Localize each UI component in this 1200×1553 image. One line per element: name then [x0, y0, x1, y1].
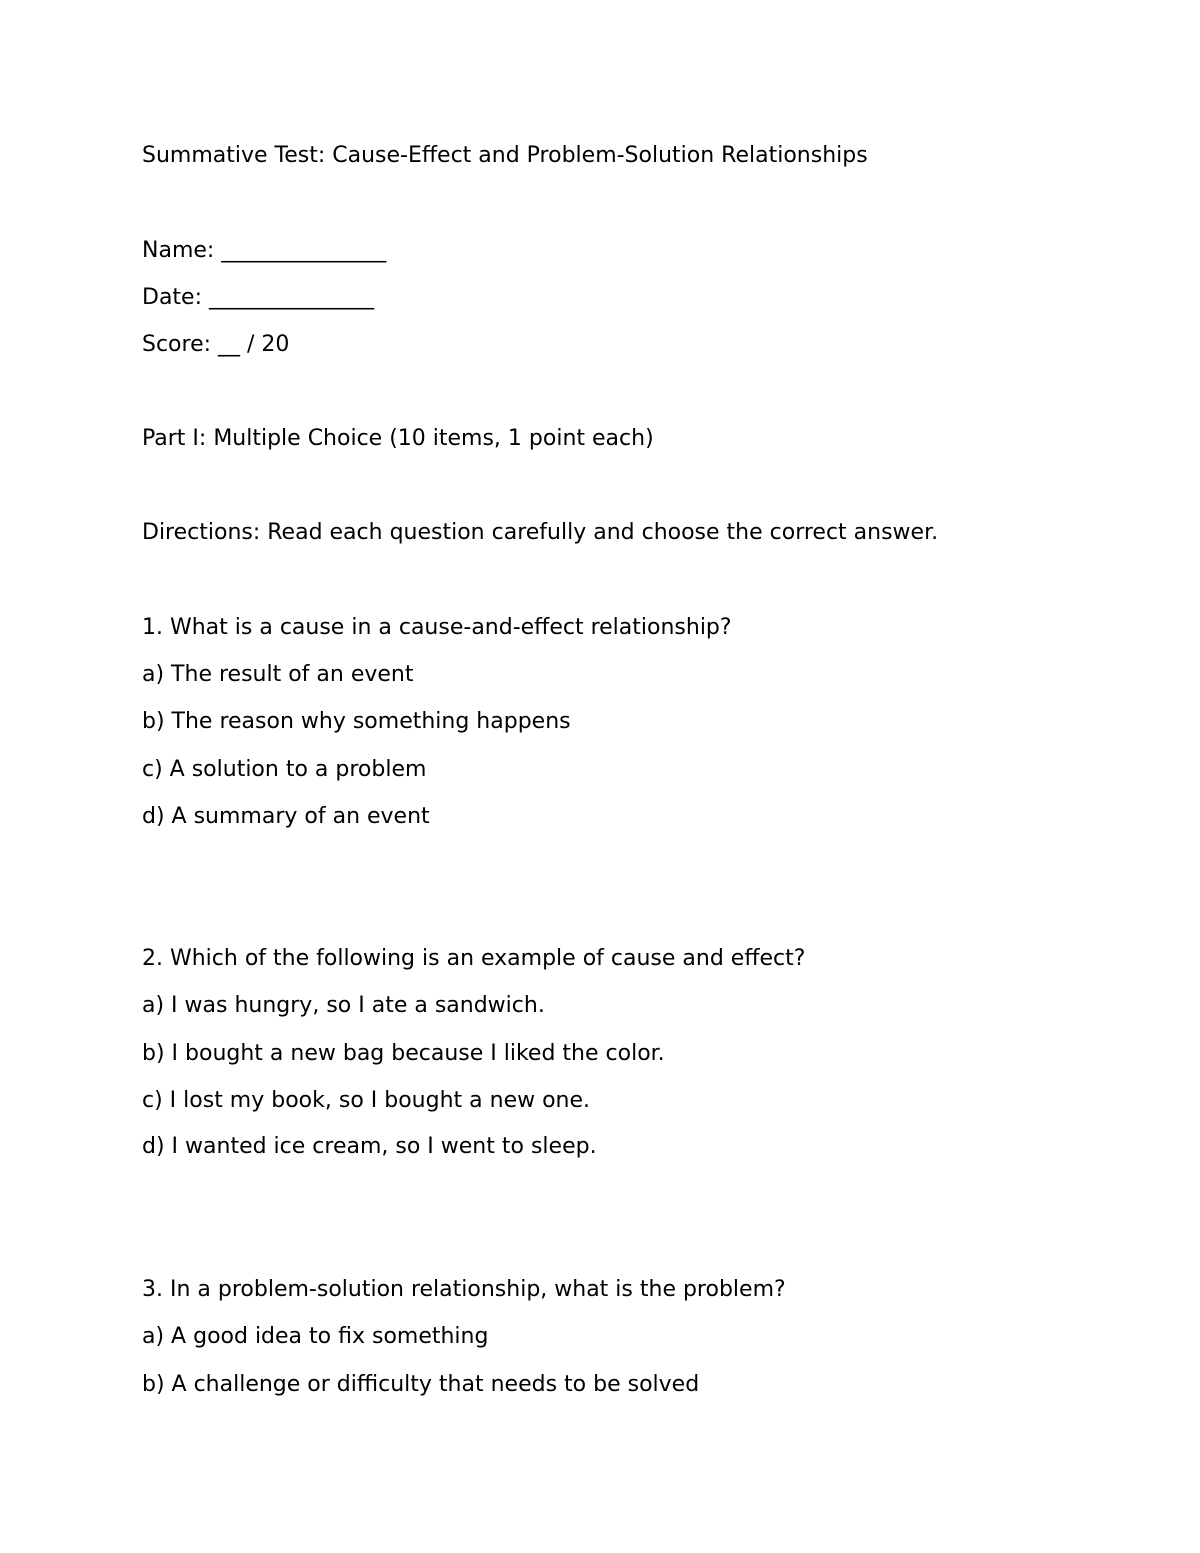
date-field-line: Date: _______________ — [142, 285, 374, 310]
directions-text: Directions: Read each question carefully and choose the correct answer. — [142, 520, 939, 545]
name-field-line: Name: _______________ — [142, 238, 387, 263]
answer-option: b) I bought a new bag because I liked the color. — [142, 1041, 665, 1066]
answer-option: b) A challenge or difficulty that needs to be solved — [142, 1372, 700, 1397]
score-field-line: Score: __ / 20 — [142, 332, 290, 357]
answer-option: c) A solution to a problem — [142, 757, 427, 782]
answer-option: a) A good idea to fix something — [142, 1324, 489, 1349]
answer-option: b) The reason why something happens — [142, 709, 571, 734]
test-title: Summative Test: Cause-Effect and Problem-Solution Relationships — [142, 143, 868, 168]
question-text: 2. Which of the following is an example of cause and effect? — [142, 946, 806, 971]
answer-option: c) I lost my book, so I bought a new one. — [142, 1088, 591, 1113]
question-text: 1. What is a cause in a cause-and-effect relationship? — [142, 615, 732, 640]
answer-option: d) A summary of an event — [142, 804, 430, 829]
part-heading: Part I: Multiple Choice (10 items, 1 point each) — [142, 426, 654, 451]
question-text: 3. In a problem-solution relationship, what is the problem? — [142, 1277, 786, 1302]
answer-option: a) The result of an event — [142, 662, 414, 687]
answer-option: d) I wanted ice cream, so I went to sleep. — [142, 1134, 597, 1159]
answer-option: a) I was hungry, so I ate a sandwich. — [142, 993, 545, 1018]
